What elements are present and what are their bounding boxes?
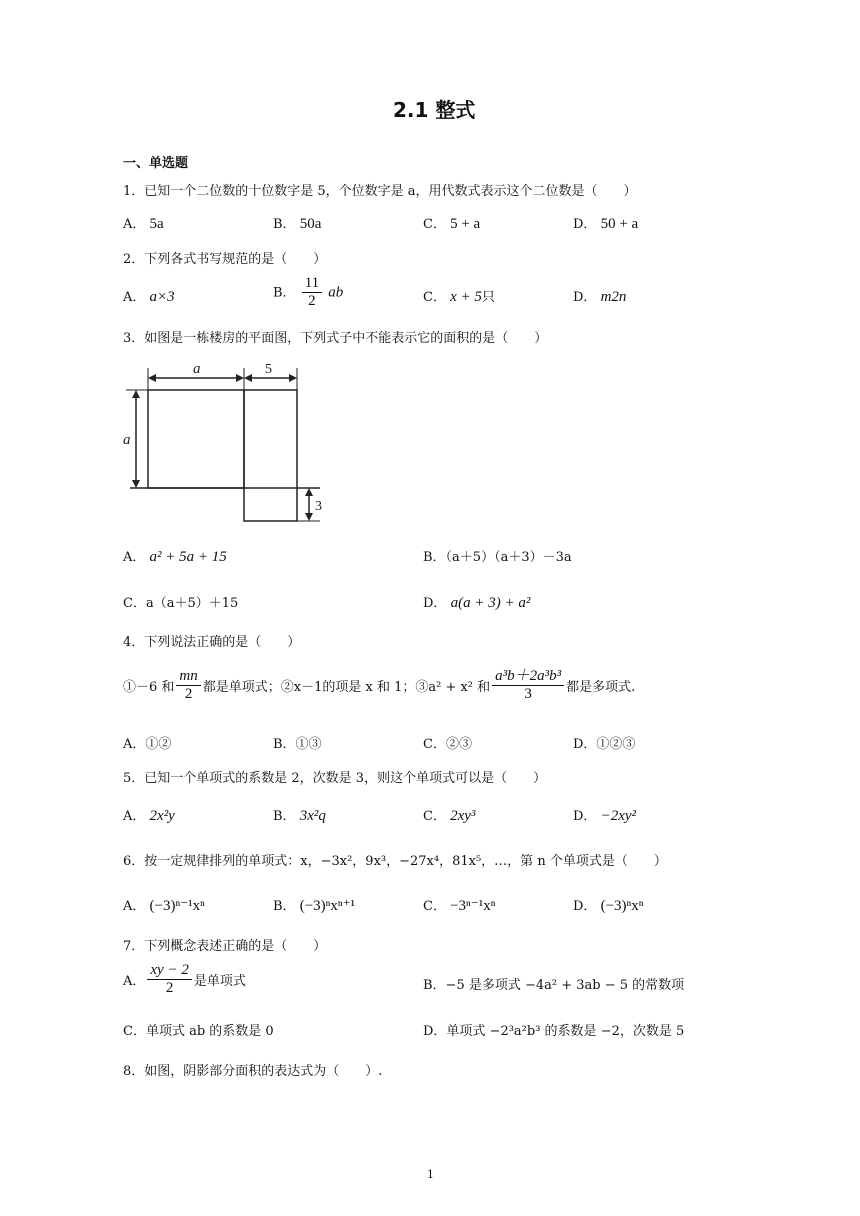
q3-option-d: D． a(a + 3) + a² [423, 595, 531, 611]
q4-option-d: D．①②③ [573, 737, 636, 752]
q7-option-b: B．−5 是多项式 −4a² + 3ab − 5 的常数项 [423, 978, 685, 993]
q3-option-b: B．（a＋5）（a＋3）－3a [423, 550, 572, 565]
q5-option-d: D． −2xy² [573, 808, 637, 824]
q7-option-a: A． $\frac{xy - 2}{2}$ 是单项式 [123, 962, 246, 997]
question-5-stem: 5．已知一个单项式的系数是 2，次数是 3，则这个单项式可以是（ ） [123, 771, 547, 786]
q2-option-b: B． $\frac{11}{2}$ ab [273, 275, 344, 310]
q6-option-b: B． (−3)ⁿxⁿ⁺¹ [273, 898, 356, 914]
fig-label-5: 5 [265, 362, 272, 377]
fig-label-a-top: a [193, 361, 201, 377]
section-heading: 一、单选题 [123, 156, 189, 171]
question-7-stem: 7．下列概念表述正确的是（ ） [123, 939, 327, 954]
q7-option-d: D．单项式 −2³a²b³ 的系数是 −2，次数是 5 [423, 1024, 685, 1039]
q3-option-c: C．a（a＋5）＋15 [123, 596, 239, 611]
q2-option-c: C． x + 5只 [423, 289, 495, 305]
q6-option-d: D． (−3)ⁿxⁿ [573, 898, 644, 914]
question-3-stem: 3．如图是一栋楼房的平面图，下列式子中不能表示它的面积的是（ ） [123, 331, 548, 346]
q4-option-c: C．②③ [423, 737, 472, 752]
q5-option-a: A． 2x²y [123, 808, 175, 824]
q6-option-c: C． −3ⁿ⁻¹xⁿ [423, 898, 496, 914]
q4-statements: ①－6 和 $\frac{mn}{2}$ 都是单项式；②x－1的项是 x 和 1；③a² + x² 和 $\frac{\text{a³b＋2a³b³}}{3}$ 都是多项式. [123, 668, 636, 703]
page-title: 2.1 整式 [393, 98, 476, 122]
fig-label-a-left: a [123, 432, 131, 448]
page-number: 1 [427, 1168, 434, 1181]
q1-option-a: A． 5a [123, 216, 164, 232]
floor-square-a [148, 390, 244, 488]
q7-option-c: C．单项式 ab 的系数是 0 [123, 1024, 274, 1039]
floor-plan-figure [120, 360, 330, 530]
q1-option-b: B． 50a [273, 216, 322, 232]
q4-option-b: B．①③ [273, 737, 322, 752]
q6-option-a: A． (−3)ⁿ⁻¹xⁿ [123, 898, 205, 914]
question-6-stem: 6．按一定规律排列的单项式：x，−3x²，9x³，−27x⁴，81x⁵，…，第 n 个单项式是（ ） [123, 854, 667, 869]
q5-option-b: B． 3x²q [273, 808, 326, 824]
q2-option-d: D． m2n [573, 289, 627, 305]
q1-option-d: D． 50 + a [573, 216, 639, 232]
question-2-stem: 2．下列各式书写规范的是（ ） [123, 252, 327, 267]
fig-label-3: 3 [315, 499, 322, 514]
question-4-stem: 4．下列说法正确的是（ ） [123, 635, 301, 650]
q4-option-a: A．①② [123, 737, 172, 752]
q1-option-c: C． 5 + a [423, 216, 481, 232]
question-1-stem: 1．已知一个二位数的十位数字是 5，个位数字是 a，用代数式表示这个二位数是（ ） [123, 184, 637, 199]
q5-option-c: C． 2xy³ [423, 808, 476, 824]
q3-option-a: A． a² + 5a + 15 [123, 549, 227, 565]
question-8-stem: 8．如图，阴影部分面积的表达式为（ ）. [123, 1064, 383, 1079]
q2-option-a: A． a×3 [123, 289, 175, 305]
floor-rect-right [244, 390, 297, 521]
